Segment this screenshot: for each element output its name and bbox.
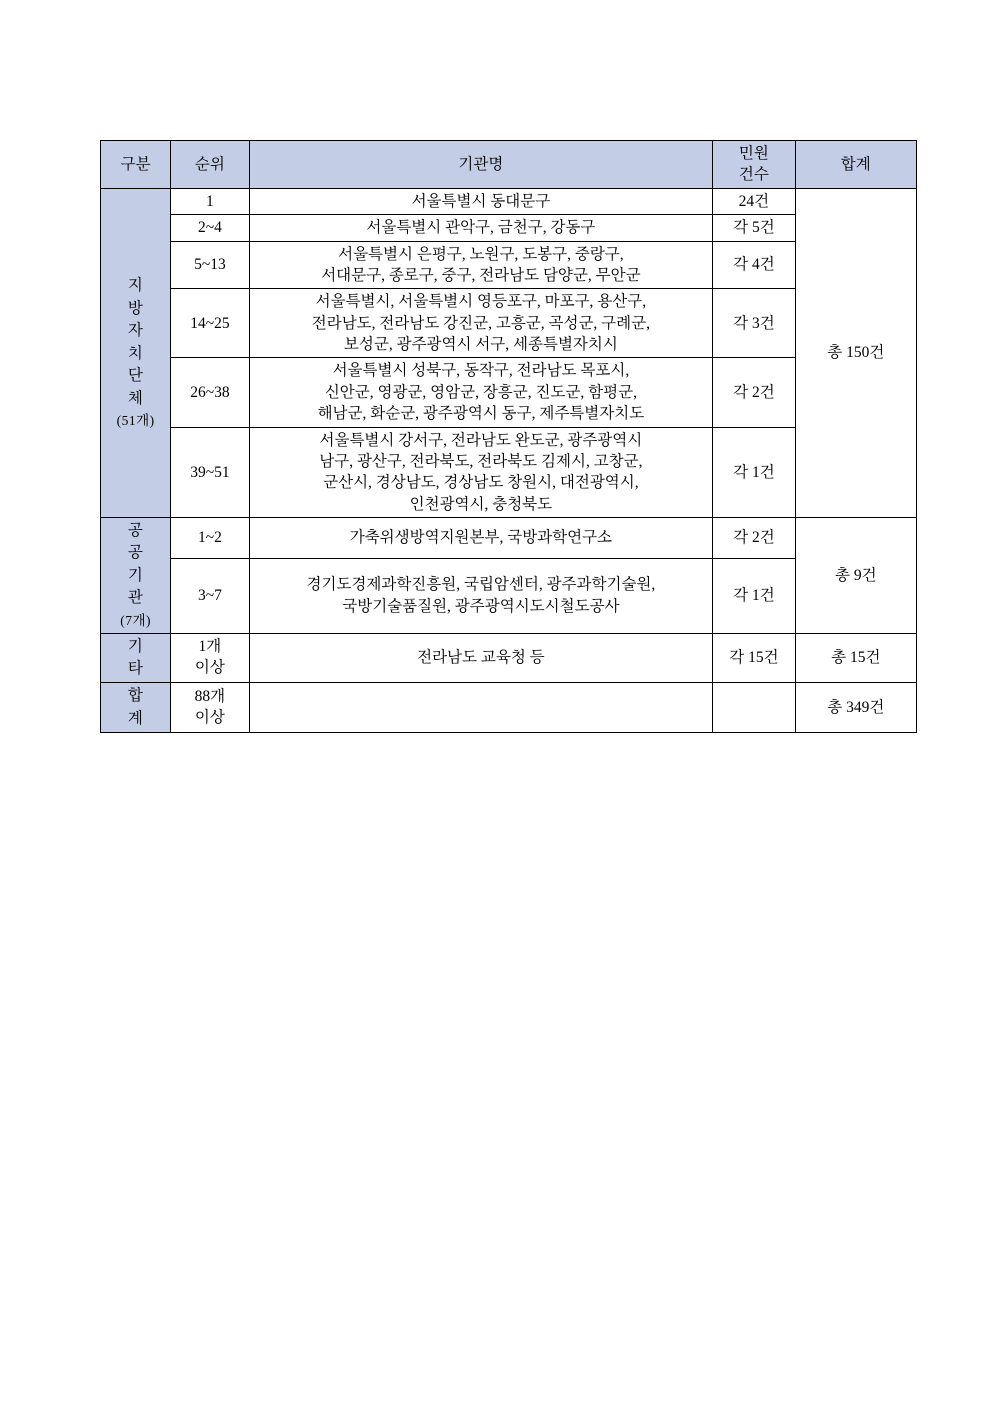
gubun-char: 기 bbox=[127, 566, 144, 584]
gubun-char: 기 bbox=[127, 637, 144, 655]
gubun-char: 단 bbox=[127, 367, 144, 385]
count-cell: 각 4건 bbox=[713, 241, 795, 289]
table-row bbox=[101, 188, 917, 214]
rank-cell bbox=[171, 633, 249, 683]
table-row bbox=[101, 559, 917, 633]
org-line: 신안군, 영광군, 영암군, 장흥군, 진도군, 함평군, bbox=[324, 383, 637, 401]
org-line: 서울특별시 관악구, 금천구, 강동구 bbox=[366, 219, 596, 237]
count-cell: 24건 bbox=[713, 188, 795, 214]
rank-cell: 1~2 bbox=[171, 518, 249, 559]
header-rank: 순위 bbox=[171, 141, 249, 189]
org-line: 서울특별시 성북구, 동작구, 전라남도 목포시, bbox=[332, 362, 630, 380]
rank-cell: 3~7 bbox=[171, 559, 249, 633]
total-cell-etc: 총 15건 bbox=[795, 633, 916, 683]
org-line: 전라남도, 전라남도 강진군, 고흥군, 곡성군, 구례군, bbox=[311, 314, 650, 332]
rank-cell: 2~4 bbox=[171, 215, 249, 241]
table-row bbox=[101, 518, 917, 559]
table-row bbox=[101, 215, 917, 241]
org-line: 군산시, 경상남도, 경상남도 창원시, 대전광역시, bbox=[323, 474, 639, 492]
gubun-char: 자 bbox=[127, 322, 144, 340]
table-header bbox=[101, 141, 917, 189]
total-cell-sum: 총 349건 bbox=[795, 683, 916, 733]
total-cell-public-institution: 총 9건 bbox=[795, 518, 916, 634]
org-line: 서대문구, 종로구, 중구, 전라남도 담양군, 무안군 bbox=[321, 266, 641, 284]
org-line: 경기도경제과학진흥원, 국립암센터, 광주과학기술원, bbox=[306, 576, 656, 594]
rank-line: 1개 bbox=[198, 638, 222, 656]
table-row bbox=[101, 427, 917, 518]
org-cell bbox=[249, 518, 713, 559]
header-org: 기관명 bbox=[249, 141, 713, 189]
rank-cell: 39~51 bbox=[171, 427, 249, 518]
gubun-char: 합 bbox=[127, 687, 144, 705]
table-row bbox=[101, 683, 917, 733]
group-count-local-government: (51개) bbox=[116, 412, 155, 428]
org-line: 가축위생방역지원본부, 국방과학연구소 bbox=[349, 529, 613, 547]
org-cell bbox=[249, 427, 713, 518]
rank-cell bbox=[171, 683, 249, 733]
table-row bbox=[101, 289, 917, 358]
count-cell bbox=[713, 683, 795, 733]
count-cell: 각 3건 bbox=[713, 289, 795, 358]
org-cell bbox=[249, 358, 713, 427]
gubun-char: 공 bbox=[127, 522, 144, 539]
header-total: 합계 bbox=[795, 141, 916, 189]
gubun-char: 계 bbox=[127, 709, 144, 727]
org-line: 인천광역시, 충청북도 bbox=[409, 495, 553, 513]
count-cell: 각 5건 bbox=[713, 215, 795, 241]
org-line: 전라남도 교육청 등 bbox=[417, 649, 545, 667]
rank-cell: 26~38 bbox=[171, 358, 249, 427]
org-line: 서울특별시 동대문구 bbox=[411, 192, 551, 210]
count-cell: 각 15건 bbox=[713, 633, 795, 683]
complaint-statistics-table bbox=[100, 140, 917, 733]
count-cell: 각 2건 bbox=[713, 518, 795, 559]
rank-line: 88개 bbox=[194, 687, 226, 705]
group-label-etc bbox=[101, 633, 171, 683]
header-count-line1: 민원 bbox=[738, 145, 769, 162]
group-label-public-institution bbox=[101, 518, 171, 634]
gubun-char: 공 bbox=[127, 544, 144, 562]
org-cell bbox=[249, 241, 713, 289]
gubun-char: 체 bbox=[127, 389, 144, 407]
gubun-char: 치 bbox=[127, 344, 144, 362]
header-gubun: 구분 bbox=[101, 141, 171, 189]
group-count-public-institution: (7개) bbox=[120, 612, 152, 628]
group-label-local-government bbox=[101, 188, 171, 517]
org-line: 국방기술품질원, 광주광역시도시철도공사 bbox=[342, 597, 620, 615]
rank-line: 이상 bbox=[194, 658, 225, 676]
count-cell: 각 1건 bbox=[713, 559, 795, 633]
rank-cell: 14~25 bbox=[171, 289, 249, 358]
org-cell bbox=[249, 188, 713, 214]
org-cell bbox=[249, 559, 713, 633]
org-line: 해남군, 화순군, 광주광역시 동구, 제주특별자치도 bbox=[317, 405, 645, 423]
header-count-line2: 건수 bbox=[738, 166, 769, 184]
org-line: 남구, 광산구, 전라북도, 전라북도 김제시, 고창군, bbox=[319, 452, 643, 470]
org-cell bbox=[249, 633, 713, 683]
org-line: 서울특별시 강서구, 전라남도 완도군, 광주광역시 bbox=[319, 431, 643, 449]
org-line: 서울특별시, 서울특별시 영등포구, 마포구, 용산구, bbox=[315, 293, 647, 311]
org-cell bbox=[249, 289, 713, 358]
org-cell bbox=[249, 683, 713, 733]
table-row bbox=[101, 358, 917, 427]
header-row bbox=[101, 141, 917, 189]
header-count bbox=[713, 141, 795, 189]
count-cell: 각 2건 bbox=[713, 358, 795, 427]
org-line: 서울특별시 은평구, 노원구, 도봉구, 중랑구, bbox=[338, 245, 624, 263]
count-cell: 각 1건 bbox=[713, 427, 795, 518]
table-row bbox=[101, 633, 917, 683]
org-cell bbox=[249, 215, 713, 241]
table-body bbox=[101, 188, 917, 733]
rank-line: 이상 bbox=[194, 708, 225, 726]
table-row bbox=[101, 241, 917, 289]
rank-cell: 1 bbox=[171, 188, 249, 214]
gubun-char: 지 bbox=[127, 277, 144, 295]
org-line: 보성군, 광주광역시 서구, 세종특별자치시 bbox=[343, 336, 618, 353]
total-cell-local-government: 총 150건 bbox=[795, 188, 916, 517]
gubun-char: 타 bbox=[127, 659, 144, 677]
group-label-sum bbox=[101, 683, 171, 733]
gubun-char: 방 bbox=[127, 299, 144, 317]
rank-cell: 5~13 bbox=[171, 241, 249, 289]
gubun-char: 관 bbox=[127, 589, 144, 607]
